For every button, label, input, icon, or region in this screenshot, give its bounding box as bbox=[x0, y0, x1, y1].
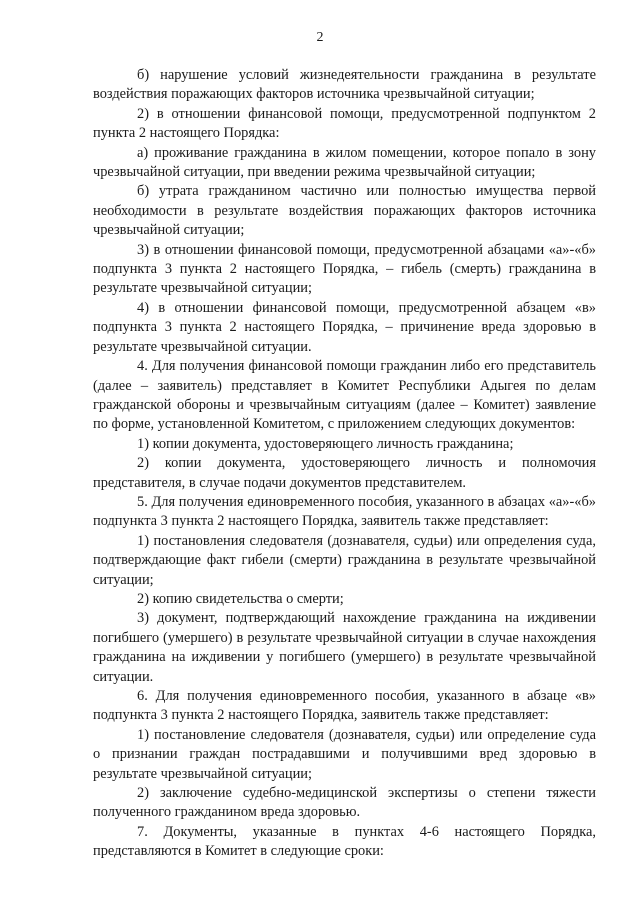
paragraph: 6. Для получения единовременного пособия, указанного в абзаце «в» подпункта 3 пункта 2 настоящего Порядка, заявитель также представляет: bbox=[93, 688, 596, 724]
paragraph: 1) постановления следователя (дознавателя, судьи) или определения суда, подтверждающие факт гибели (смерти) гражданина в результате чрезвычайной ситуации; bbox=[93, 532, 596, 588]
paragraph: 3) в отношении финансовой помощи, предусмотренной абзацами «а»-«б» подпункта 3 пункта 2 настоящего Порядка, – гибель (смерть) гражданина в результате чрезвычайной ситуации; bbox=[93, 241, 596, 297]
paragraph: 1) копии документа, удостоверяющего личность гражданина; bbox=[137, 435, 514, 452]
paragraph: а) проживание гражданина в жилом помещении, которое попало в зону чрезвычайной ситуации, при введении режима чрезвычайной ситуации; bbox=[93, 144, 596, 181]
paragraph: 4. Для получения финансовой помощи гражданин либо его представитель (далее – заявитель) представляет в Комитет Республики Адыгея по делам гражданской обороны и чрезвычайным ситуациям (далее – Комитет) заявление по форме, установленной Комитетом, с приложением следующих документов: bbox=[93, 358, 596, 433]
paragraph: 5. Для получения единовременного пособия, указанного в абзацах «а»-«б» подпункта 3 пункта 2 настоящего Порядка, заявитель также представляет: bbox=[93, 493, 596, 530]
page-number: 2 bbox=[316, 30, 324, 45]
paragraph: 2) заключение судебно-медицинской экспертизы о степени тяжести полученного гражданином вреда здоровью. bbox=[93, 785, 596, 821]
document-body bbox=[93, 66, 596, 862]
paragraph: 2) копию свидетельства о смерти; bbox=[137, 590, 344, 607]
paragraph: б) нарушение условий жизнедеятельности гражданина в результате воздействия поражающих факторов источника чрезвычайной ситуации; bbox=[93, 67, 596, 103]
paragraph: 3) документ, подтверждающий нахождение гражданина на иждивении погибшего (умершего) в результате чрезвычайной ситуации в случае нахождения гражданина на иждивении у погибшего (умершего) в результате чрезвычайной ситуации. bbox=[93, 610, 596, 685]
paragraph: б) утрата гражданином частично или полностью имущества первой необходимости в результате воздействия поражающих факторов источника чрезвычайной ситуации; bbox=[93, 183, 596, 239]
paragraph: 7. Документы, указанные в пунктах 4-6 настоящего Порядка, представляются в Комитет в следующие сроки: bbox=[93, 823, 596, 860]
paragraph: 2) копии документа, удостоверяющего личность и полномочия представителя, в случае подачи документов представителем. bbox=[93, 455, 596, 491]
paragraph: 1) постановление следователя (дознавателя, судьи) или определение суда о признании граждан пострадавшими и получившими вред здоровью в результате чрезвычайной ситуации; bbox=[93, 726, 596, 782]
paragraph: 2) в отношении финансовой помощи, предусмотренной подпунктом 2 пункта 2 настоящего Порядка: bbox=[93, 105, 596, 142]
paragraph: 4) в отношении финансовой помощи, предусмотренной абзацем «в» подпункта 3 пункта 2 настоящего Порядка, – причинение вреда здоровью в результате чрезвычайной ситуации. bbox=[93, 299, 596, 355]
